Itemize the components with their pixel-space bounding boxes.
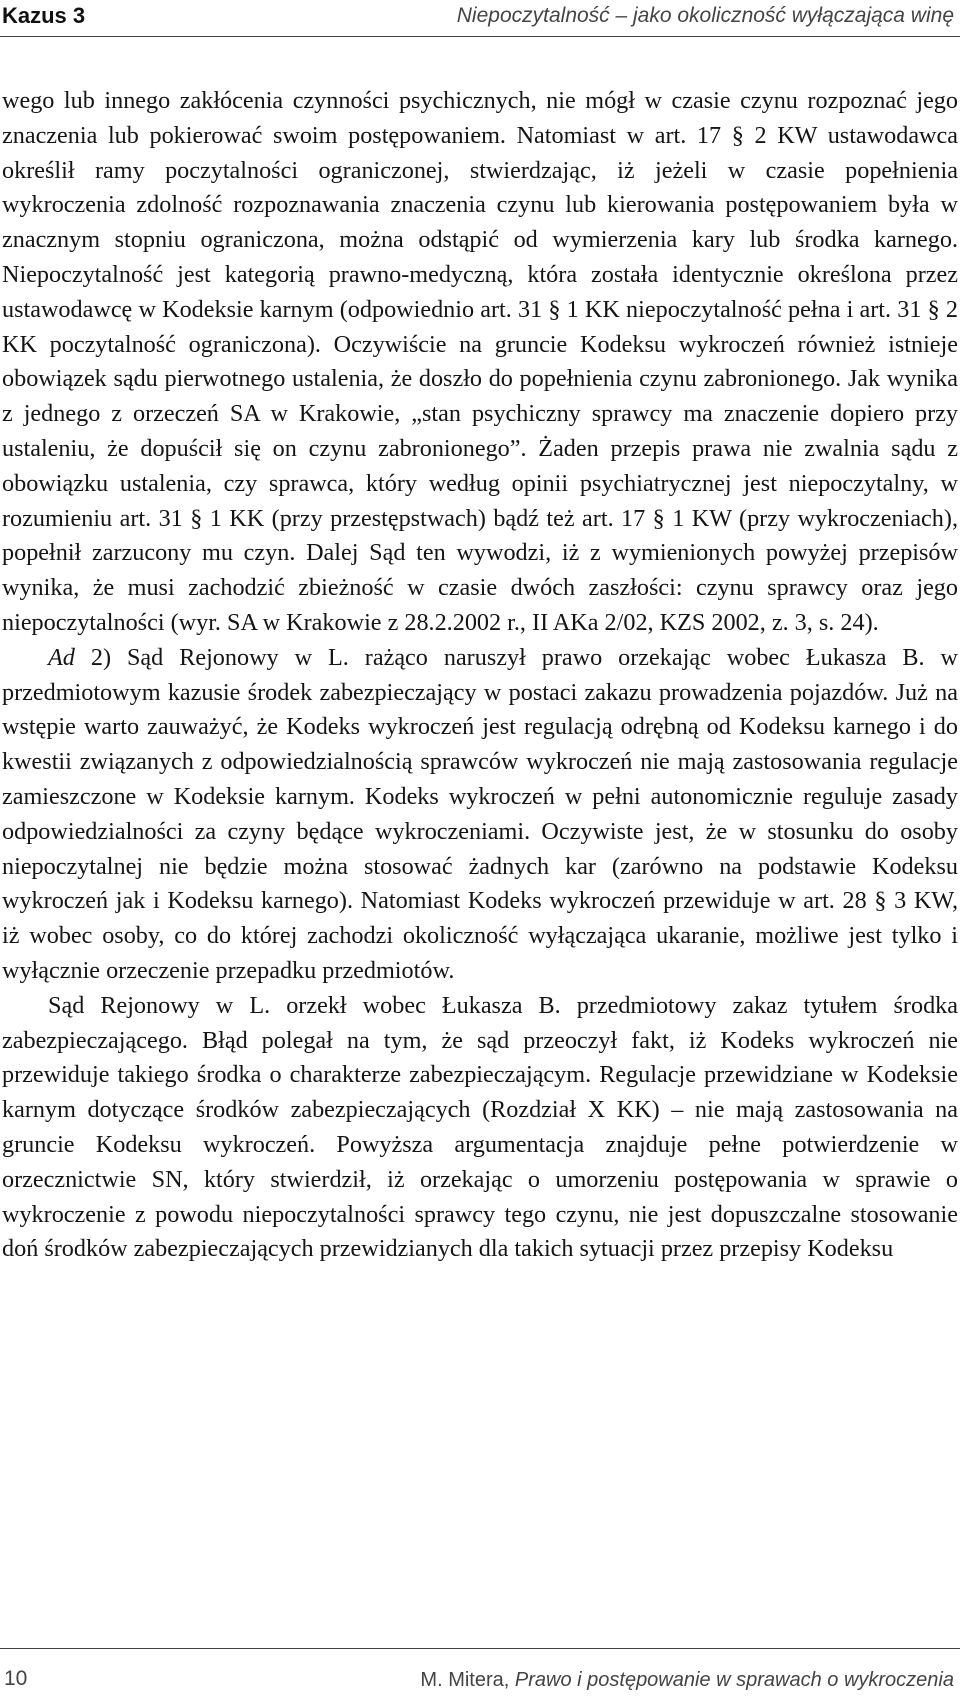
footer-book-title: Prawo i postępowanie w sprawach o wykroczenia xyxy=(514,1669,954,1691)
running-head: Niepoczytalność – jako okoliczność wyłączająca winę xyxy=(456,4,954,27)
footer-author: M. Mitera, xyxy=(420,1669,510,1691)
footer-credit xyxy=(420,1669,954,1692)
page-number: 10 xyxy=(4,1667,28,1690)
ad-lead: Ad xyxy=(48,643,75,671)
paragraph-2-text: 2) Sąd Rejonowy w L. rażąco naruszył prawo orzekając wobec Łukasza B. w przedmiotowym kazusie środek zabezpieczający w postaci zakazu prowadzenia pojazdów. Już na wstępie warto zauważyć, że Kodeks wykroczeń jest regulacją odrębną od Kodeksu karnego i do kwestii związanych z odpowiedzialnością sprawców wykroczeń nie mają zastosowania regulacje zamieszczone w Kodeksie karnym. Kodeks wykroczeń w pełni autonomicznie reguluje zasady odpowiedzialności za czyny będące wykroczeniami. Oczywiste jest, że w stosunku do osoby niepoczytalnej nie będzie można stosować żadnych kar (zarówno na podstawie Kodeksu wykroczeń jak i Kodeksu karnego). Natomiast Kodeks wykroczeń przewiduje w art. 28 § 3 KW, iż wobec osoby, co do której zachodzi okoliczność wyłączająca ukaranie, możliwe jest tylko i wyłącznie orzeczenie przepadku przedmiotów. xyxy=(2,643,959,984)
page-header xyxy=(0,0,960,37)
case-label: Kazus 3 xyxy=(2,3,86,28)
paragraph-3: Sąd Rejonowy w L. orzekł wobec Łukasza B. przedmiotowy zakaz tytułem środka zabezpieczającego. Błąd polegał na tym, że sąd przeoczył fakt, iż Kodeks wykroczeń nie przewiduje takiego środka o charakterze zabezpieczającym. Regulacje przewidziane w Kodeksie karnym dotyczące środków zabezpieczających (Rozdział X KK) – nie mają zastosowania na gruncie Kodeksu wykroczeń. Powyższa argumentacja znajduje pełne potwierdzenie w orzecznictwie SN, który stwierdził, iż orzekając o umorzeniu postępowania w sprawie o wykroczenie z powodu niepoczytalności sprawcy tego czynu, nie jest dopuszczalne stosowanie doń środków zabezpieczających przewidzianych dla takich sytuacji przez przepisy Kodeksu xyxy=(2,991,958,1263)
page-footer xyxy=(0,1648,960,1705)
paragraph-2 xyxy=(2,641,958,989)
paragraph-1: wego lub innego zakłócenia czynności psychicznych, nie mógł w czasie czynu rozpoznać jego znaczenia lub pokierować swoim postępowaniem. Natomiast w art. 17 § 2 KW ustawodawca określił ramy poczytalności ograniczonej, stwierdzając, iż jeżeli w czasie popełnienia wykroczenia zdolność rozpoznawania znaczenia czynu lub kierowania postępowaniem była w znacznym stopniu ograniczona, można odstąpić od wymierzenia kary lub środka karnego. Niepoczytalność jest kategorią prawno-medyczną, która została identycznie określona przez ustawodawcę w Kodeksie karnym (odpowiednio art. 31 § 1 KK niepoczytalność pełna i art. 31 § 2 KK poczytalność ograniczona). Oczywiście na gruncie Kodeksu wykroczeń również istnieje obowiązek sądu pierwotnego ustalenia, że doszło do popełnienia czynu zabronionego. Jak wynika z jednego z orzeczeń SA w Krakowie, „stan psychiczny sprawcy ma znaczenie dopiero przy ustaleniu, że dopuścił się on czynu zabronionego”. Żaden przepis prawa nie zwalnia sądu z obowiązku ustalenia, czy sprawca, który według opinii psychiatrycznej jest niepoczytalny, w rozumieniu art. 31 § 1 KK (przy przestępstwach) bądź też art. 17 § 1 KW (przy wykroczeniach), popełnił zarzucony mu czyn. Dalej Sąd ten wywodzi, iż z wymienionych powyżej przepisów wynika, że musi zachodzić zbieżność w czasie dwóch zaszłości: czynu sprawcy oraz jego niepoczytalności (wyr. SA w Krakowie z 28.2.2002 r., II AKa 2/02, KZS 2002, z. 3, s. 24). xyxy=(2,87,958,636)
body-text xyxy=(2,84,958,1267)
